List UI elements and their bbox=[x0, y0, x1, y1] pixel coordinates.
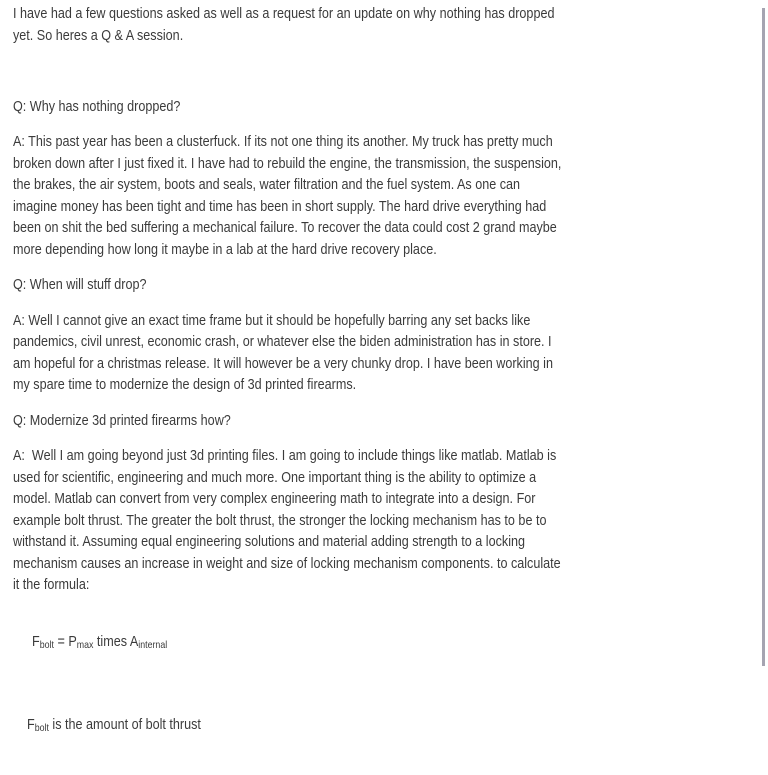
answer-3-line: it the formula: bbox=[13, 576, 90, 593]
question-3 bbox=[13, 410, 768, 432]
formula-p-base: P bbox=[68, 633, 77, 650]
note-f-base: F bbox=[27, 715, 35, 733]
formula-p-subscript: max bbox=[76, 639, 94, 651]
answer-1 bbox=[13, 131, 768, 260]
answer-3 bbox=[13, 445, 768, 596]
answer-3-line: used for scientific, engineering and much more. One important thing is the ability to optimize a bbox=[13, 468, 537, 486]
answer-3-line: withstand it. Assuming equal engineering solutions and material adding strength to a locking bbox=[13, 533, 526, 550]
answer-2 bbox=[13, 310, 768, 396]
answer-2-line: A: Well I cannot give an exact time frame but it should be hopefully barring any set backs like bbox=[13, 311, 531, 329]
answer-3-line: mechanism causes an increase in weight and size of locking mechanism components. to calculate bbox=[13, 554, 561, 572]
note-text: is the amount of bolt thrust bbox=[48, 715, 201, 733]
answer-2-line: am hopeful for a christmas release. It will however be a very chunky drop. I have been working in bbox=[13, 354, 553, 372]
formula-f-subscript: bolt bbox=[39, 639, 54, 651]
formula-equals: = bbox=[53, 633, 69, 650]
answer-2-line: pandemics, civil unrest, economic crash, or whatever else the biden administration has in store. I bbox=[13, 333, 552, 350]
question-1 bbox=[13, 96, 768, 118]
answer-1-line: more depending how long it maybe in a lab at the hard drive recovery place. bbox=[13, 240, 437, 258]
question-1-text: Q: Why has nothing dropped? bbox=[13, 97, 181, 115]
formula-a-base: A bbox=[129, 633, 139, 650]
intro-line: I have had a few questions asked as well as a request for an update on why nothing has dropped bbox=[13, 5, 555, 22]
question-2 bbox=[13, 274, 768, 296]
answer-1-line: broken down after I just fixed it. I have had to rebuild the engine, the transmission, the suspension, bbox=[13, 154, 562, 172]
formula-f-base: F bbox=[32, 633, 40, 650]
intro-paragraph bbox=[13, 3, 768, 46]
question-3-text: Q: Modernize 3d printed firearms how? bbox=[13, 411, 231, 429]
note-f-subscript: bolt bbox=[34, 721, 49, 734]
answer-1-line: A: This past year has been a clusterfuck. If its not one thing its another. My truck has pretty much bbox=[13, 133, 553, 150]
answer-1-line: been on shit the bed suffering a mechanical failure. To recover the data could cost 2 grand maybe bbox=[13, 219, 557, 236]
answer-1-line: the brakes, the air system, boots and seals, water filtration and the fuel system. As one can bbox=[13, 176, 521, 193]
document-body bbox=[13, 3, 768, 775]
bolt-thrust-formula bbox=[13, 610, 768, 679]
right-edge-border-line bbox=[762, 8, 765, 666]
answer-2-line: my spare time to modernize the design of 3d printed firearms. bbox=[13, 376, 357, 393]
intro-line: yet. So heres a Q & A session. bbox=[13, 26, 184, 44]
answer-3-line: model. Matlab can convert from very complex engineering math to integrate into a design. For bbox=[13, 490, 536, 507]
blank-line bbox=[13, 60, 768, 82]
answer-3-line: A: Well I am going beyond just 3d printing files. I am going to include things like matlab. Matlab is bbox=[13, 447, 557, 464]
formula-a-subscript: internal bbox=[138, 639, 168, 651]
answer-1-line: imagine money has been tight and time has been in short supply. The hard drive everything had bbox=[13, 197, 547, 215]
question-2-text: Q: When will stuff drop? bbox=[13, 276, 147, 293]
answer-3-line: example bolt thrust. The greater the bolt thrust, the stronger the locking mechanism has to be to bbox=[13, 511, 547, 529]
formula-times-word: times bbox=[93, 633, 130, 650]
formula-definition-note bbox=[13, 692, 768, 761]
